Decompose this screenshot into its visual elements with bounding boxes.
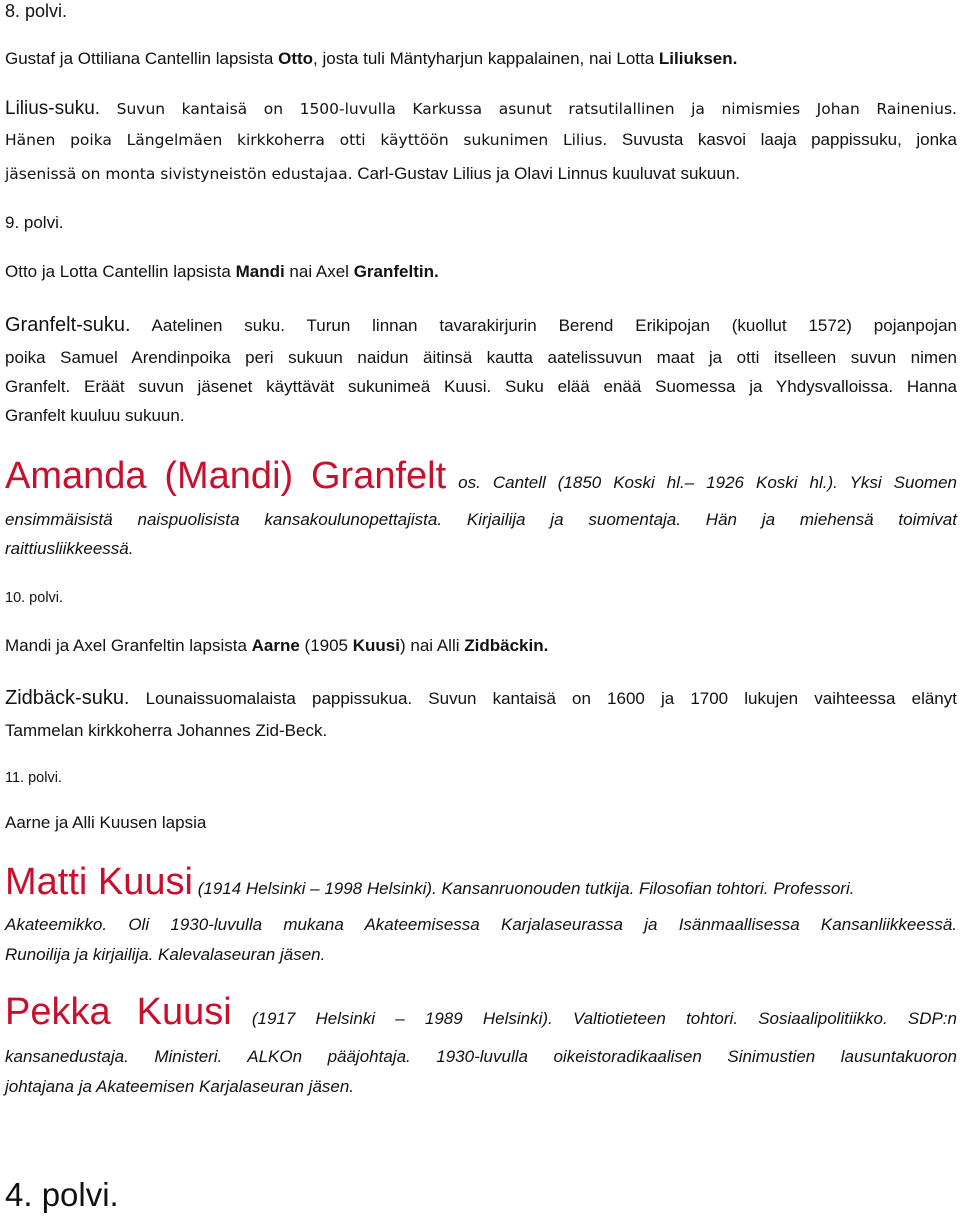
- amanda-line-3: raittiusliikkeessä.: [5, 539, 134, 558]
- gen10-text-mid1: (1905: [299, 636, 353, 655]
- family-name-granfelt: Granfelt-suku.: [5, 314, 131, 336]
- generation-heading-10: 10. polvi.: [5, 590, 64, 606]
- name-zidbackin: Zidbäckin.: [464, 636, 549, 655]
- name-aarne: Aarne: [251, 636, 300, 655]
- gen9-text-mid: nai Axel: [284, 262, 354, 281]
- pekka-text-1: (1917 Helsinki – 1989 Helsinki). Valtiotieteen tohtori. Sosiaalipolitiikko. SDP:n: [251, 1009, 957, 1028]
- lilius-line-2: [5, 129, 957, 151]
- generation-heading-9: 9. polvi.: [5, 213, 64, 232]
- person-name-matti: Matti Kuusi: [5, 861, 193, 903]
- matti-line-1: [5, 860, 854, 913]
- amanda-line-1: [5, 454, 957, 507]
- pekka-line-3: johtajana ja Akateemisen Karjalaseuran jäsen.: [5, 1077, 355, 1096]
- amanda-line-2: ensimmäisistä naispuolisista kansakoulunopettajista. Kirjailija ja suomentaja. Hän ja miehensä toimivat: [5, 510, 957, 529]
- lilius-line-1: [5, 98, 957, 120]
- gen8-marriage-line: [5, 48, 737, 70]
- gen9-marriage-line: [5, 261, 439, 283]
- matti-text-1: (1914 Helsinki – 1998 Helsinki). Kansanruonouden tutkija. Filosofian tohtori. Professori.: [197, 879, 855, 898]
- generation-heading-11: 11. polvi.: [5, 770, 62, 786]
- person-name-pekka: Pekka Kuusi: [5, 991, 232, 1033]
- name-granfeltin: Granfeltin.: [353, 262, 439, 281]
- granfelt-line-3: Granfelt. Eräät suvun jäsenet käyttävät sukunimeä Kuusi. Suku elää enää Suomessa ja Yhdysvalloissa. Hanna: [5, 377, 957, 396]
- gen9-text: Otto ja Lotta Cantellin lapsista: [5, 262, 236, 281]
- zidback-line-1: [5, 687, 957, 710]
- generation-heading-8: 8. polvi.: [5, 1, 68, 21]
- lilius-text-3a: jäsenissä on monta sivistyneistön edustajaa.: [5, 165, 353, 183]
- name-kuusi: Kuusi: [352, 636, 400, 655]
- gen10-text: Mandi ja Axel Granfeltin lapsista: [5, 636, 252, 655]
- pekka-line-2: kansanedustaja. Ministeri. ALKOn pääjohtaja. 1930-luvulla oikeistoradikaalisen Sinimustien lausuntakuoron: [5, 1047, 957, 1066]
- name-mandi: Mandi: [235, 262, 285, 281]
- granfelt-text-1: Aatelinen suku. Turun linnan tavarakirjurin Berend Erikipojan (kuollut 1572) pojanpojan: [130, 316, 957, 335]
- name-liliuksen: Liliuksen.: [658, 49, 738, 68]
- pekka-line-1: [5, 990, 957, 1043]
- zidback-text-1: Lounaissuomalaista pappissukua. Suvun kantaisä on 1600 ja 1700 lukujen vaihteessa elänyt: [129, 689, 957, 708]
- zidback-line-2: Tammelan kirkkoherra Johannes Zid-Beck.: [5, 721, 328, 740]
- granfelt-line-2: poika Samuel Arendinpoika peri sukuun naidun äitinsä kautta aatelissuvun maat ja otti itselleen suvun nimen: [5, 348, 957, 367]
- lilius-text-3b: Carl-Gustav Lilius ja Olavi Linnus kuuluvat sukuun.: [352, 164, 740, 183]
- gen11-line: Aarne ja Alli Kuusen lapsia: [5, 813, 207, 832]
- granfelt-line-4: Granfelt kuuluu sukuun.: [5, 406, 185, 425]
- generation-heading-4: 4. polvi.: [5, 1176, 119, 1213]
- person-name-amanda: Amanda (Mandi) Granfelt: [5, 455, 447, 497]
- lilius-text-1: Suvun kantaisä on 1500-luvulla Karkussa asunut ratsutilallinen ja nimismies Johan Rainenius.: [100, 100, 957, 118]
- name-otto: Otto: [278, 49, 314, 68]
- lilius-line-3: [5, 163, 740, 185]
- gen8-text-mid: , josta tuli Mäntyharjun kappalainen, nai Lotta: [313, 49, 659, 68]
- lilius-text-2a: Hänen poika Längelmäen kirkkoherra otti käyttöön sukunimen Lilius.: [5, 131, 608, 149]
- granfelt-line-1: [5, 314, 957, 337]
- matti-line-2: Akateemikko. Oli 1930-luvulla mukana Akateemisessa Karjalaseurassa ja Isänmaallisessa Kansanliikkeessä.: [5, 915, 957, 934]
- gen10-marriage-line: [5, 635, 548, 657]
- gen10-text-mid2: ) nai Alli: [399, 636, 465, 655]
- amanda-text-1: os. Cantell (1850 Koski hl.– 1926 Koski hl.). Yksi Suomen: [458, 473, 957, 492]
- matti-line-3: Runoilija ja kirjailija. Kalevalaseuran jäsen.: [5, 945, 326, 964]
- lilius-text-2b: Suvusta kasvoi laaja pappissuku, jonka: [607, 130, 958, 149]
- family-name-lilius: Lilius-suku.: [5, 98, 101, 119]
- gen8-text: Gustaf ja Ottiliana Cantellin lapsista: [5, 49, 279, 68]
- family-name-zidback: Zidbäck-suku.: [5, 687, 130, 709]
